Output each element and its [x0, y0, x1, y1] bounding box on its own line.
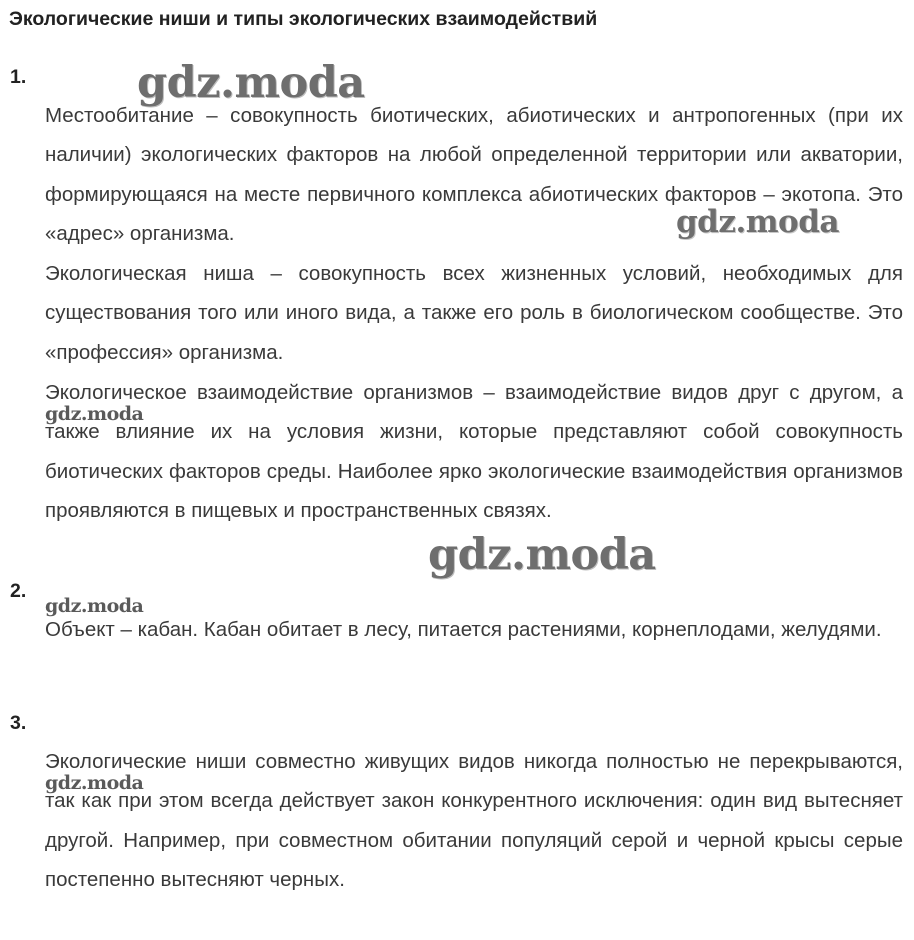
- section-number-2: 2.: [10, 580, 27, 602]
- section-number-1: 1.: [10, 66, 27, 88]
- paragraph-habitat: Местообитание – совокупность биотических, абиотических и антропогенных (при их наличии) экологических факторов на любой определенной территории или акватории, формирующаяся на месте первичного комплекса абиотических факторов – экотопа. Это «адрес» организма.: [45, 104, 903, 245]
- watermark-logo: gdz.moda: [45, 403, 144, 425]
- watermark-logo: gdz.moda: [137, 58, 365, 108]
- paragraph-ecological-niche: Экологическая ниша – совокупность всех жизненных условий, необходимых для существования того или иного вида, а также его роль в биологическом сообществе. Это «профессия» организма.: [45, 262, 903, 364]
- section-number-3: 3.: [10, 712, 27, 734]
- watermark-logo: gdz.moda: [45, 772, 144, 794]
- paragraph-competitive-exclusion: Экологические ниши совместно живущих видов никогда полностью не перекрываются, так как при этом всегда действует закон конкурентного исключения: один вид вытесняет другой. Например, при совместном обитании популяций серой и черной крысы серые постепенно вытесняют черных.: [45, 750, 903, 891]
- watermark-logo: gdz.moda: [676, 204, 839, 240]
- paragraph-boar: Объект – кабан. Кабан обитает в лесу, питается растениями, корнеплодами, желудями.: [45, 618, 882, 641]
- watermark-logo: gdz.moda: [45, 595, 144, 617]
- page-title: Экологические ниши и типы экологических взаимодействий: [9, 8, 598, 30]
- watermark-logo: gdz.moda: [428, 530, 656, 580]
- paragraph-ecological-interaction: Экологическое взаимодействие организмов – взаимодействие видов друг с другом, а также влияние их на условия жизни, которые представляют собой совокупность биотических факторов среды. Наиболее ярко экологические взаимодействия организмов проявляются в пищевых и пространственных связях.: [45, 381, 903, 522]
